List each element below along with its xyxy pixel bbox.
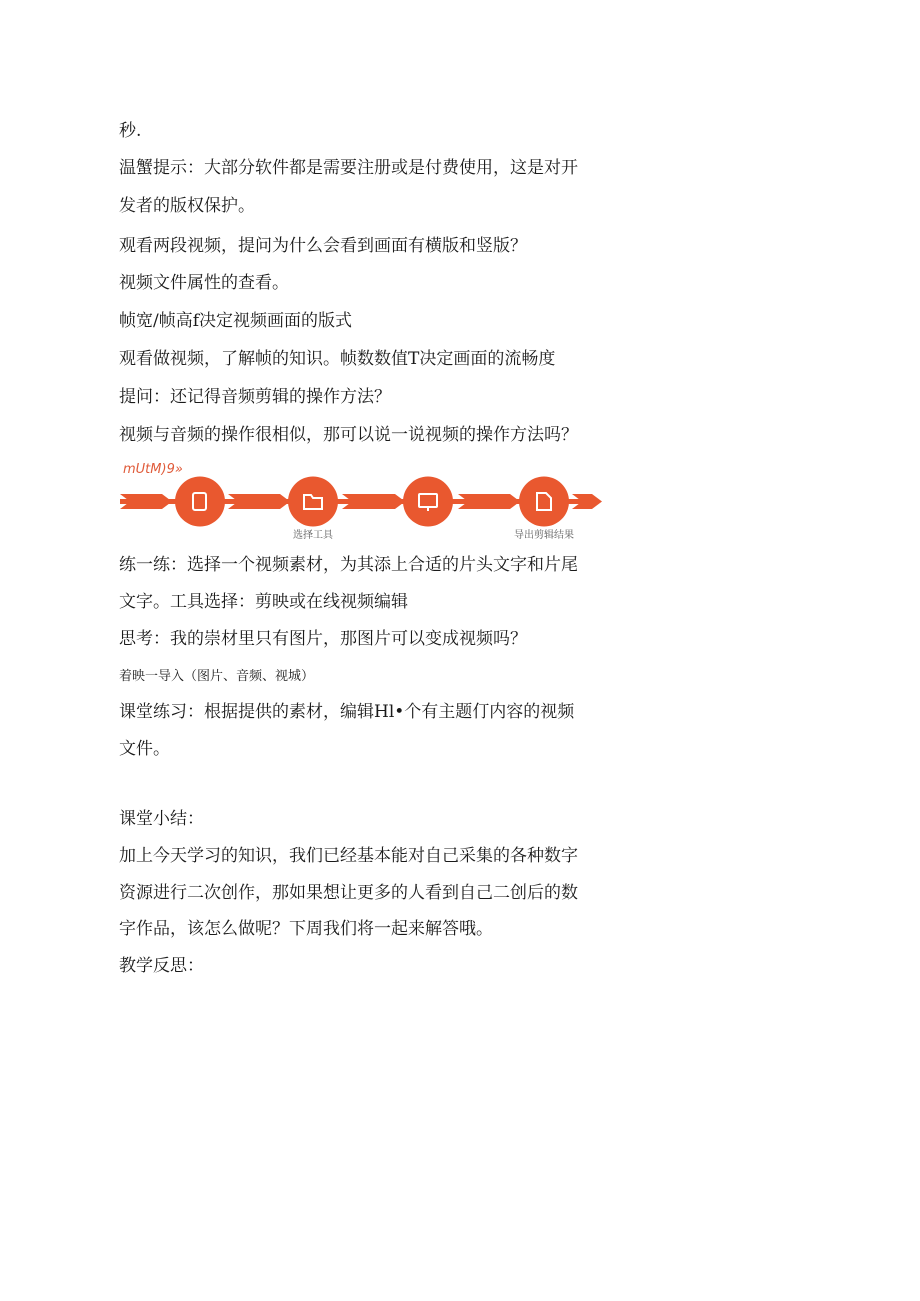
section-heading: 教学反思：	[119, 956, 204, 976]
flow-step-label: 导出剪辑结果	[514, 530, 574, 541]
text-line: 字作品，该怎么做呢？下周我们将一起来解答哦。	[119, 919, 493, 939]
text-line: 秒.	[119, 121, 142, 141]
text-line: 加上今天学习的知识，我们已经基本能对自己采集的各种数字	[119, 846, 578, 866]
flow-step-3	[403, 477, 453, 527]
text-line: 练一练：选择一个视频素材，为其添上合适的片头文字和片尾	[119, 555, 578, 575]
text-line: 温蟹提示：大部分软件都是需要注册或是付费使用，这是对开	[119, 158, 578, 178]
text-line: 思考：我的崇材里只有图片，那图片可以变成视频吗？	[119, 629, 527, 649]
text-line: 视频文件属性的查看。	[119, 273, 289, 293]
text-line: 文字。工具选择：剪映或在线视频编辑	[119, 592, 408, 612]
text-line: 文件。	[119, 739, 170, 759]
flow-step-label: 选择工具	[293, 530, 333, 541]
text-line: 着映一导入（图片、音频、视城）	[119, 669, 315, 684]
text-line: 发者的版权保护。	[119, 196, 255, 216]
text-line: 提问：还记得音频剪辑的操作方法？	[119, 387, 391, 407]
text-line: 课堂练习：根据提供的素材，编辑Hl•个有主题仃内容的视频	[119, 702, 575, 722]
workflow-diagram	[120, 476, 610, 542]
text-line: 资源进行二次创作，那如果想让更多的人看到自己二创后的数	[119, 883, 578, 903]
flow-step-4	[519, 477, 569, 527]
flow-step-2	[288, 477, 338, 527]
flow-step-1	[175, 477, 225, 527]
text-line: 观看做视频，了解帧的知识。帧数数值T决定画面的流畅度	[119, 349, 556, 369]
text-line: 观看两段视频，提问为什么会看到画面有横版和竖版？	[119, 236, 527, 256]
text-line: 帧宽/帧高f决定视频画面的版式	[119, 311, 353, 331]
flow-title: mUtM)9»	[123, 462, 183, 477]
text-line: 视频与音频的操作很相似，那可以说一说视频的操作方法吗？	[119, 425, 578, 445]
section-heading: 课堂小结：	[119, 809, 204, 829]
